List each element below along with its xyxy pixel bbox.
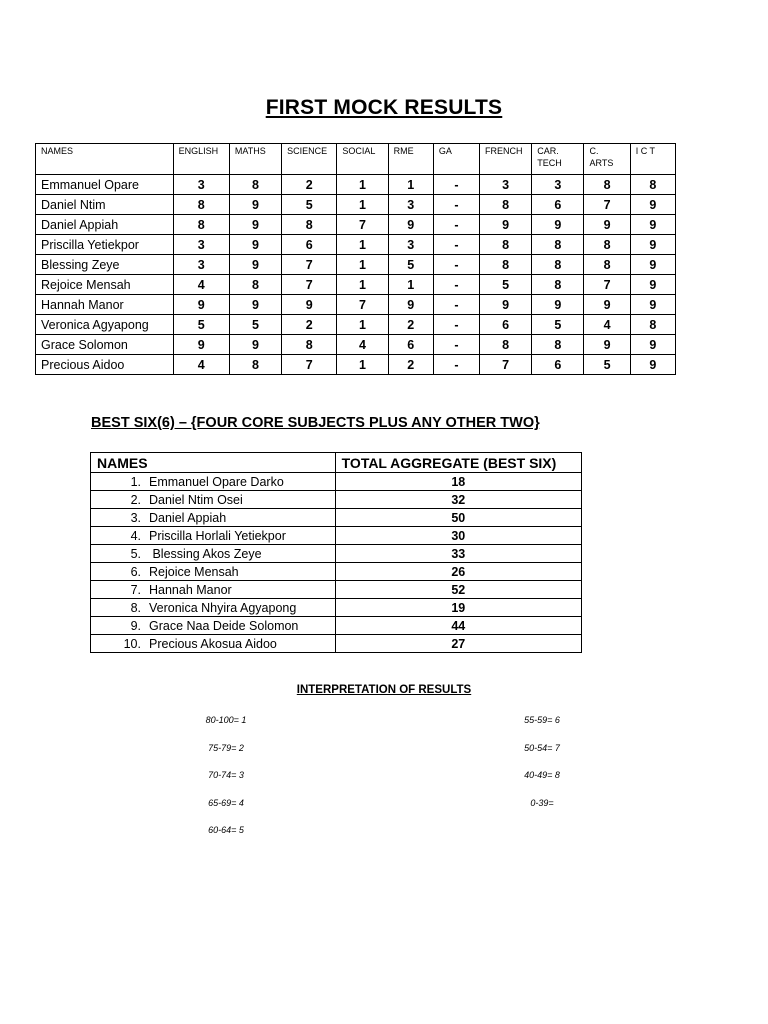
subject-grade: 8 xyxy=(480,335,532,355)
subject-grade: 9 xyxy=(480,295,532,315)
student-full-name: Grace Naa Deide Solomon xyxy=(149,618,299,633)
row-index: 9. xyxy=(130,618,141,633)
subject-grade: - xyxy=(433,255,479,275)
student-full-name-cell xyxy=(91,473,336,491)
subject-grade: 5 xyxy=(532,315,584,335)
student-full-name-cell xyxy=(91,545,336,563)
subject-grade: 3 xyxy=(173,255,229,275)
table-row xyxy=(91,635,582,653)
total-aggregate: 27 xyxy=(335,635,581,653)
subject-grade: 1 xyxy=(337,195,388,215)
row-index: 5. xyxy=(130,546,141,561)
total-aggregate: 33 xyxy=(335,545,581,563)
page-title: FIRST MOCK RESULTS xyxy=(265,96,503,119)
subject-grade: 7 xyxy=(337,295,388,315)
student-full-name-cell xyxy=(91,635,336,653)
grade-range: 40-49= 8 xyxy=(524,770,560,780)
student-full-name-cell xyxy=(91,581,336,599)
subject-grade: 6 xyxy=(388,335,433,355)
mock-results-table xyxy=(35,143,676,375)
subject-grade: 4 xyxy=(173,275,229,295)
grade-range: 75-79= 2 xyxy=(208,743,244,753)
table-row xyxy=(91,527,582,545)
grade-range: 70-74= 3 xyxy=(208,770,244,780)
subject-grade: - xyxy=(433,355,479,375)
subject-grade: 9 xyxy=(532,295,584,315)
column-header: CAR. TECH xyxy=(532,144,584,175)
student-name: Emmanuel Opare xyxy=(36,175,174,195)
subject-grade: 2 xyxy=(388,355,433,375)
names-header: NAMES xyxy=(91,453,336,473)
subject-grade: 1 xyxy=(337,235,388,255)
column-header: SCIENCE xyxy=(282,144,337,175)
subject-grade: 9 xyxy=(630,235,675,255)
student-full-name: Daniel Appiah xyxy=(149,510,227,525)
subject-grade: - xyxy=(433,175,479,195)
subject-grade: 2 xyxy=(282,175,337,195)
subject-grade: 9 xyxy=(630,275,675,295)
subject-grade: 5 xyxy=(480,275,532,295)
subject-grade: 9 xyxy=(229,195,281,215)
subject-grade: 9 xyxy=(630,195,675,215)
subject-grade: 6 xyxy=(480,315,532,335)
subject-grade: 3 xyxy=(532,175,584,195)
table-row xyxy=(91,491,582,509)
subject-grade: 7 xyxy=(337,215,388,235)
subject-grade: 8 xyxy=(282,335,337,355)
subject-grade: 8 xyxy=(532,255,584,275)
mock-table-header-row xyxy=(36,144,676,175)
subject-grade: 2 xyxy=(282,315,337,335)
column-header: NAMES xyxy=(36,144,174,175)
table-row xyxy=(91,563,582,581)
student-name: Blessing Zeye xyxy=(36,255,174,275)
subject-grade: 5 xyxy=(282,195,337,215)
total-aggregate: 30 xyxy=(335,527,581,545)
row-index: 3. xyxy=(130,510,141,525)
best-six-header-row xyxy=(91,453,582,473)
table-row xyxy=(36,215,676,235)
student-full-name: Priscilla Horlali Yetiekpor xyxy=(149,528,286,543)
row-index: 2. xyxy=(130,492,141,507)
total-aggregate: 44 xyxy=(335,617,581,635)
subject-grade: 5 xyxy=(173,315,229,335)
subject-grade: 8 xyxy=(229,175,281,195)
subject-grade: 9 xyxy=(584,295,630,315)
subject-grade: 2 xyxy=(388,315,433,335)
total-aggregate: 26 xyxy=(335,563,581,581)
best-six-title: BEST SIX(6) – {FOUR CORE SUBJECTS PLUS ANY OTHER TWO} xyxy=(91,415,540,431)
subject-grade: 9 xyxy=(630,335,675,355)
column-header: MATHS xyxy=(229,144,281,175)
subject-grade: 1 xyxy=(388,175,433,195)
table-row xyxy=(36,315,676,335)
subject-grade: 7 xyxy=(282,355,337,375)
student-name: Daniel Ntim xyxy=(36,195,174,215)
subject-grade: 9 xyxy=(480,215,532,235)
subject-grade: 7 xyxy=(584,275,630,295)
subject-grade: 9 xyxy=(532,215,584,235)
subject-grade: 8 xyxy=(630,315,675,335)
subject-grade: 8 xyxy=(480,235,532,255)
subject-grade: 8 xyxy=(584,175,630,195)
table-row xyxy=(91,473,582,491)
student-full-name-cell xyxy=(91,509,336,527)
subject-grade: 1 xyxy=(337,355,388,375)
subject-grade: 1 xyxy=(337,315,388,335)
subject-grade: 8 xyxy=(584,255,630,275)
subject-grade: 8 xyxy=(584,235,630,255)
student-name: Veronica Agyapong xyxy=(36,315,174,335)
student-full-name: Veronica Nhyira Agyapong xyxy=(149,600,297,615)
subject-grade: 9 xyxy=(173,335,229,355)
subject-grade: - xyxy=(433,295,479,315)
column-header: FRENCH xyxy=(480,144,532,175)
column-header: RME xyxy=(388,144,433,175)
student-name: Rejoice Mensah xyxy=(36,275,174,295)
subject-grade: 6 xyxy=(532,195,584,215)
table-row xyxy=(91,617,582,635)
subject-grade: 8 xyxy=(532,275,584,295)
student-name: Priscilla Yetiekpor xyxy=(36,235,174,255)
student-full-name: Precious Akosua Aidoo xyxy=(149,636,277,651)
row-index: 8. xyxy=(130,600,141,615)
subject-grade: 9 xyxy=(282,295,337,315)
student-full-name-cell xyxy=(91,527,336,545)
column-header: ENGLISH xyxy=(173,144,229,175)
subject-grade: 9 xyxy=(229,235,281,255)
table-row xyxy=(91,509,582,527)
subject-grade: 5 xyxy=(388,255,433,275)
grade-range: 50-54= 7 xyxy=(524,743,560,753)
subject-grade: 9 xyxy=(630,215,675,235)
student-full-name-cell xyxy=(91,617,336,635)
subject-grade: 8 xyxy=(173,215,229,235)
subject-grade: 7 xyxy=(282,255,337,275)
row-index: 10. xyxy=(123,636,141,651)
total-aggregate: 52 xyxy=(335,581,581,599)
subject-grade: 1 xyxy=(388,275,433,295)
subject-grade: 9 xyxy=(229,255,281,275)
row-index: 7. xyxy=(130,582,141,597)
subject-grade: - xyxy=(433,275,479,295)
table-row xyxy=(36,295,676,315)
subject-grade: 8 xyxy=(532,335,584,355)
subject-grade: 6 xyxy=(532,355,584,375)
subject-grade: 4 xyxy=(173,355,229,375)
subject-grade: 3 xyxy=(388,195,433,215)
table-row xyxy=(91,581,582,599)
table-row xyxy=(36,335,676,355)
subject-grade: 1 xyxy=(337,255,388,275)
row-index: 6. xyxy=(130,564,141,579)
subject-grade: 3 xyxy=(173,235,229,255)
subject-grade: 8 xyxy=(532,235,584,255)
subject-grade: 8 xyxy=(630,175,675,195)
subject-grade: 9 xyxy=(229,215,281,235)
total-aggregate: 32 xyxy=(335,491,581,509)
subject-grade: 8 xyxy=(229,275,281,295)
subject-grade: 9 xyxy=(630,355,675,375)
subject-grade: 6 xyxy=(282,235,337,255)
best-six-table xyxy=(90,452,582,653)
student-full-name: Blessing Akos Zeye xyxy=(149,546,262,561)
subject-grade: 9 xyxy=(630,255,675,275)
student-full-name-cell xyxy=(91,599,336,617)
subject-grade: 9 xyxy=(584,335,630,355)
column-header: GA xyxy=(433,144,479,175)
table-row xyxy=(91,545,582,563)
table-row xyxy=(36,175,676,195)
subject-grade: 3 xyxy=(388,235,433,255)
column-header: SOCIAL xyxy=(337,144,388,175)
subject-grade: 7 xyxy=(584,195,630,215)
subject-grade: - xyxy=(433,335,479,355)
subject-grade: - xyxy=(433,215,479,235)
grade-range: 80-100= 1 xyxy=(205,715,247,725)
student-full-name-cell xyxy=(91,491,336,509)
row-index: 1. xyxy=(130,474,141,489)
total-aggregate: 50 xyxy=(335,509,581,527)
subject-grade: 9 xyxy=(630,295,675,315)
grade-range: 65-69= 4 xyxy=(208,798,244,808)
subject-grade: 4 xyxy=(584,315,630,335)
student-full-name: Emmanuel Opare Darko xyxy=(149,474,284,489)
subject-grade: 9 xyxy=(584,215,630,235)
student-name: Grace Solomon xyxy=(36,335,174,355)
subject-grade: 9 xyxy=(173,295,229,315)
table-row xyxy=(36,355,676,375)
subject-grade: 1 xyxy=(337,275,388,295)
subject-grade: - xyxy=(433,195,479,215)
total-aggregate: 18 xyxy=(335,473,581,491)
student-full-name-cell xyxy=(91,563,336,581)
subject-grade: 8 xyxy=(480,255,532,275)
student-full-name: Hannah Manor xyxy=(149,582,232,597)
student-full-name: Rejoice Mensah xyxy=(149,564,239,579)
table-row xyxy=(36,195,676,215)
subject-grade: 7 xyxy=(480,355,532,375)
interpretation-title: INTERPRETATION OF RESULTS xyxy=(296,684,472,696)
column-header: I C T xyxy=(630,144,675,175)
column-header: C. ARTS xyxy=(584,144,630,175)
subject-grade: 9 xyxy=(229,295,281,315)
subject-grade: 4 xyxy=(337,335,388,355)
subject-grade: 5 xyxy=(584,355,630,375)
subject-grade: - xyxy=(433,235,479,255)
total-aggregate-header: TOTAL AGGREGATE (BEST SIX) xyxy=(335,453,581,473)
subject-grade: 5 xyxy=(229,315,281,335)
student-name: Precious Aidoo xyxy=(36,355,174,375)
student-name: Daniel Appiah xyxy=(36,215,174,235)
subject-grade: 9 xyxy=(229,335,281,355)
student-full-name: Daniel Ntim Osei xyxy=(149,492,243,507)
subject-grade: - xyxy=(433,315,479,335)
subject-grade: 9 xyxy=(388,295,433,315)
subject-grade: 8 xyxy=(480,195,532,215)
total-aggregate: 19 xyxy=(335,599,581,617)
table-row xyxy=(36,255,676,275)
table-row xyxy=(36,235,676,255)
table-row xyxy=(91,599,582,617)
row-index: 4. xyxy=(130,528,141,543)
subject-grade: 3 xyxy=(480,175,532,195)
subject-grade: 9 xyxy=(388,215,433,235)
table-row xyxy=(36,275,676,295)
subject-grade: 8 xyxy=(229,355,281,375)
subject-grade: 8 xyxy=(173,195,229,215)
grade-range: 0-39= xyxy=(530,798,554,808)
grade-range: 55-59= 6 xyxy=(524,715,560,725)
student-name: Hannah Manor xyxy=(36,295,174,315)
subject-grade: 3 xyxy=(173,175,229,195)
subject-grade: 8 xyxy=(282,215,337,235)
subject-grade: 1 xyxy=(337,175,388,195)
subject-grade: 7 xyxy=(282,275,337,295)
grade-range: 60-64= 5 xyxy=(208,825,244,835)
